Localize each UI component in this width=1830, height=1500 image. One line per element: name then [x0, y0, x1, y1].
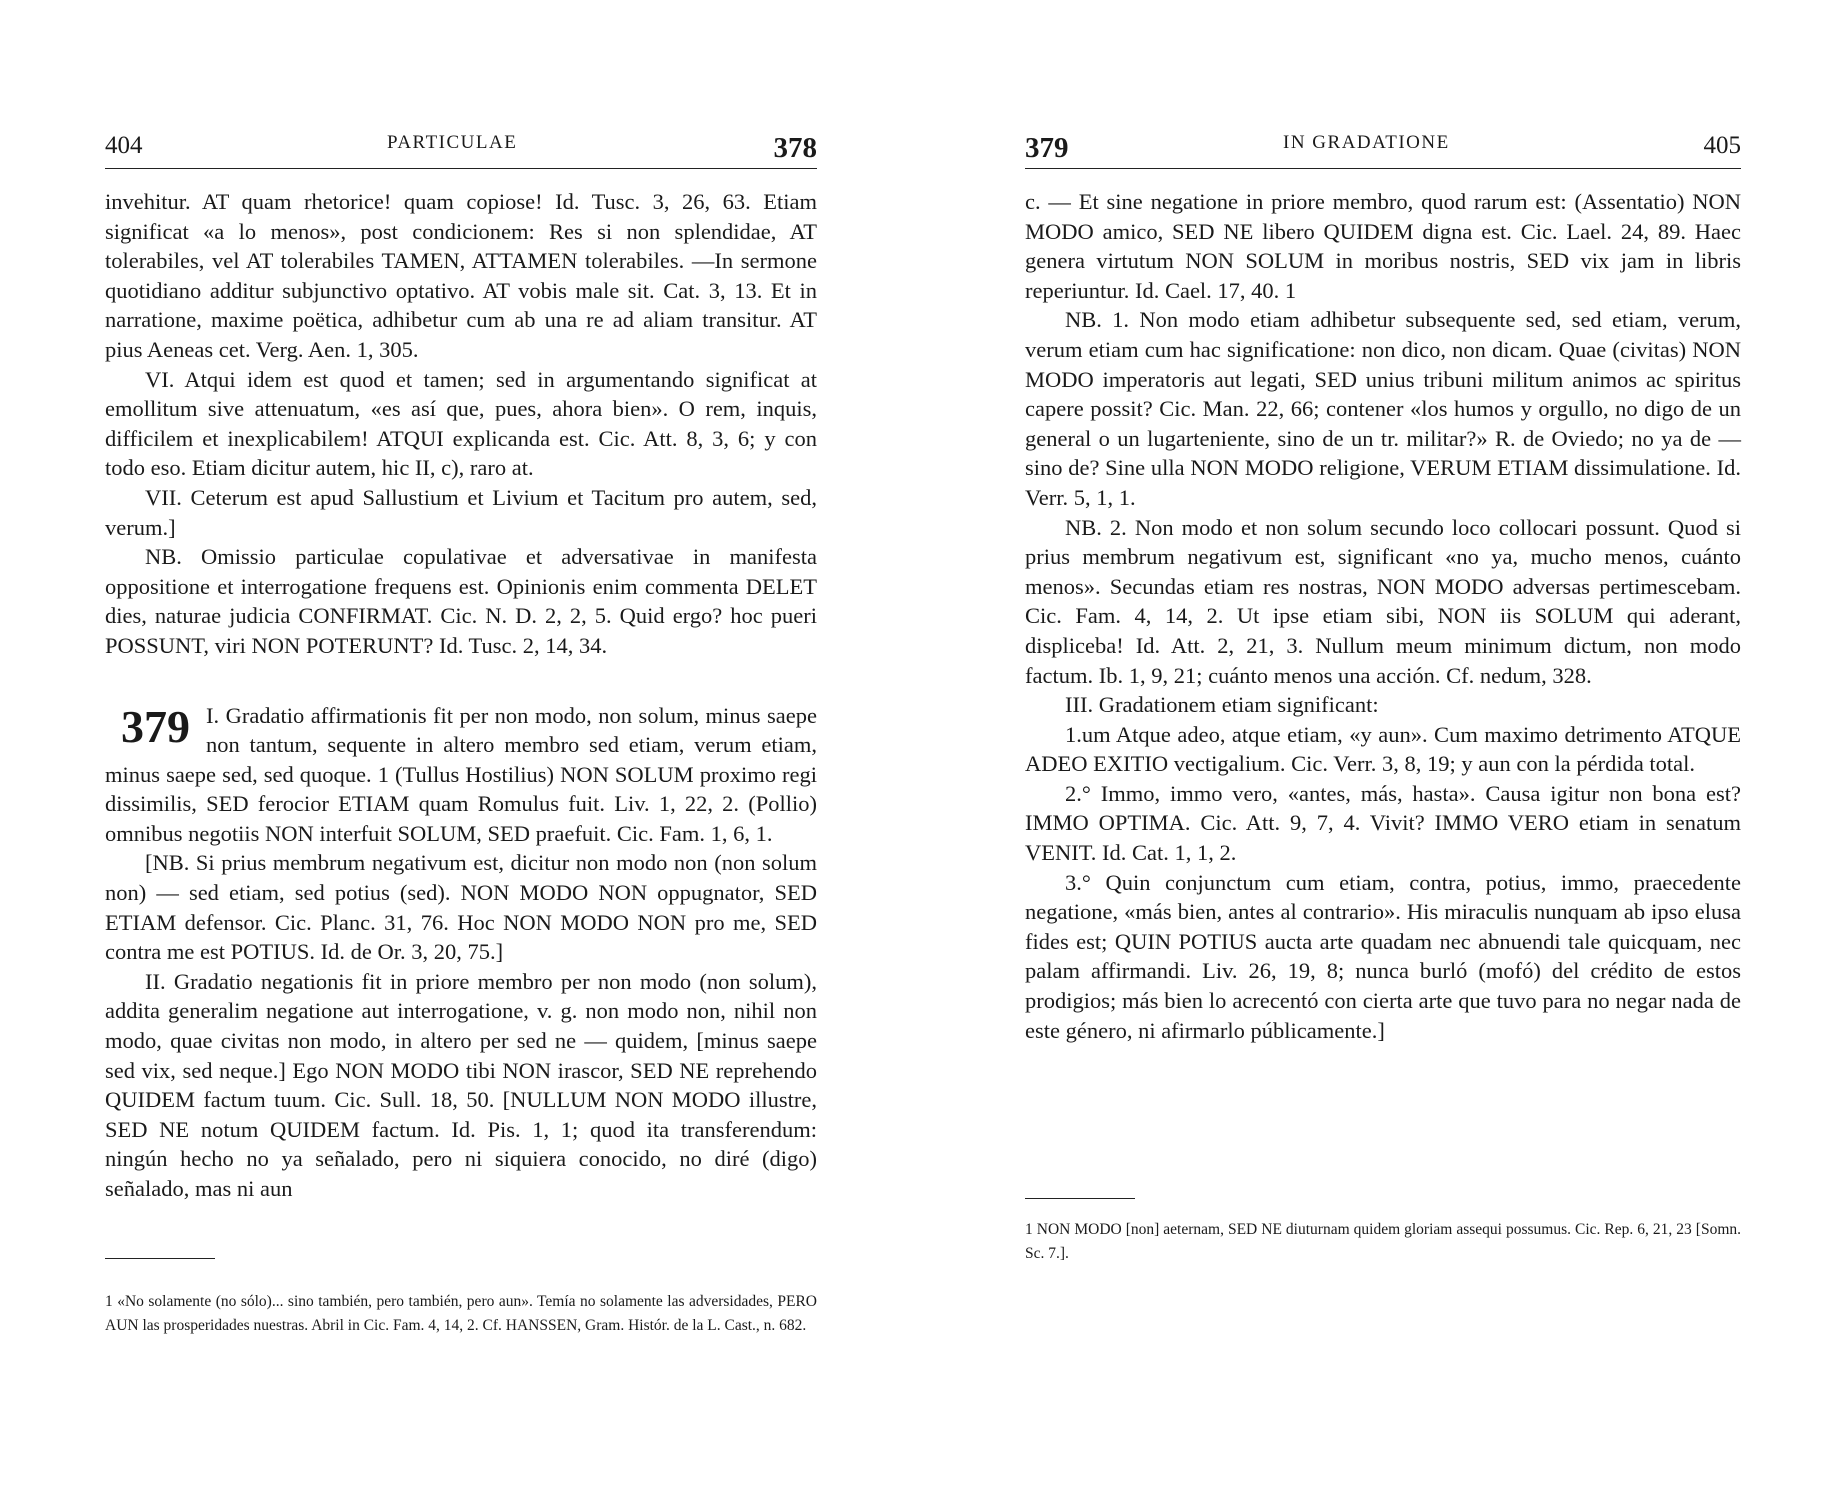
paragraph: 2.° Immo, immo vero, «antes, más, hasta». Causa igitur non bona est? IMMO OPTIMA. Cic. Att. 9, 7, 4. Vivit? IMMO VERO etiam in senatum VENIT. Id. Cat. 1, 1, 2. — [1025, 780, 1741, 866]
paragraph: II. Gradatio negationis fit in priore membro per non modo (non solum), addita generalim negatione aut interrogatione, v. g. non modo non, nihil non modo, quae civitas non modo, in altero per sed ne — quidem, [minus saepe sed vix, sed neque.] Ego NON MODO tibi NON irascor, SED NE reprehendo QUIDEM factum tuum. Cic. Sull. 18, 50. [NULLUM NON MODO illustre, SED NE notum QUIDEM factum. Id. Pis. 1, 1; quod ita transferendum: ningún hecho no ya señalado, pero ni siquiera conocido, no diré (digo) señalado, mas ni aun — [105, 968, 817, 1201]
page-number-right: 405 — [1703, 132, 1741, 159]
paragraph: 3.° Quin conjunctum cum etiam, contra, potius, immo, praecedente negatione, «más bien, antes al contrario». His miraculis nunquam ab ipso elusa fides est; QUIN POTIUS aucta arte quadam nec abnuendi tale quicquam, nec palam affirmandi. Liv. 26, 19, 8; nunca burló (mofó) del crédito de estos prodigios; más bien lo acrecentó con cierta arte que tuvo para no negar nada de este género, ni afirmarlo públicamente.] — [1025, 869, 1741, 1043]
running-title-right: IN GRADATIONE — [1283, 132, 1450, 153]
running-head-left — [105, 128, 817, 169]
paragraph: 1.um Atque adeo, atque etiam, «y aun». Cum maximo detrimento ATQUE ADEO EXITIO vectigalium. Cic. Verr. 3, 8, 19; y aun con la pérdida total. — [1025, 721, 1741, 777]
paragraph: NB. 1. Non modo etiam adhibetur subsequente sed, sed etiam, verum, verum etiam cum hac significatione: non dico, non dicam. Quae (civitas) NON MODO imperatoris aut legati, SED unius tribuni militum animos ac spiritus capere possit? Cic. Man. 22, 66; contener «los humos y orgullo, no digo de un general o un lugarteniente, sino de un tr. militar?» R. de Oviedo; no ya de — sino de? Sine ulla NON MODO religione, VERUM ETIAM dissimulatione. Id. Verr. 5, 1, 1. — [1025, 307, 1741, 510]
footnote-rule-left — [105, 1258, 215, 1259]
paragraph: VI. Atqui idem est quod et tamen; sed in argumentando significat at emollitum sive attenuatum, «es así que, pues, ahora bien». O rem, inquis, difficilem et inexplicabilem! ATQUI explicanda est. Cic. Att. 8, 3, 6; y con todo eso. Etiam dicitur autem, hic II, c), raro at. — [105, 366, 817, 481]
paragraph: NB. Omissio particulae copulativae et adversativae in manifesta oppositione et interrogatione frequens est. Opinionis enim commenta DELET dies, naturae judicia CONFIRMAT. Cic. N. D. 2, 2, 5. Quid ergo? hoc pueri POSSUNT, viri NON POTERUNT? Id. Tusc. 2, 14, 34. — [105, 544, 817, 658]
paragraph: invehitur. AT quam rhetorice! quam copiose! Id. Tusc. 3, 26, 63. Etiam significat «a lo menos», post condicionem: Res si non splendidae, AT tolerabiles, vel AT tolerabiles TAMEN, ATTAMEN tolerabiles. —In sermone quotidiano additur subjunctivo optativo. AT vobis male sit. Cat. 3, 13. Et in narratione, maxime poëtica, adhibetur cum ab una re ad aliam transitur. AT pius Aeneas cet. Verg. Aen. 1, 305. — [105, 189, 817, 362]
section-number: 379 — [121, 700, 190, 752]
footnote-right: 1 NON MODO [non] aeternam, SED NE diuturnam quidem gloriam assequi possumus. Cic. Rep. 6, 21, 23 [Somn. Sc. 7.]. — [1025, 1221, 1741, 1262]
left-page — [105, 128, 817, 1204]
section-marker-left: 378 — [773, 132, 817, 164]
paragraph: NB. 2. Non modo et non solum secundo loco collocari possunt. Quod si prius membrum negativum est, significant «no ya, mucho menos, cuánto menos». Secundas etiam res nostras, NON MODO adversas pertimescebam. Cic. Fam. 4, 14, 2. Ut ipse etiam sibi, NON iis SOLUM qui aderant, displiceba! Id. Att. 2, 21, 3. Nullum meum minimum dictum, non modo factum. Ib. 1, 9, 21; cuánto menos una acción. Cf. nedum, 328. — [1025, 514, 1741, 688]
right-page — [1025, 128, 1741, 1045]
section-marker-right: 379 — [1025, 132, 1069, 164]
page-number-left: 404 — [105, 132, 143, 159]
footnote-rule-right — [1025, 1198, 1135, 1199]
paragraph: I. Gradatio affirmationis fit per non modo, non solum, minus saepe non tantum, sequente in altero membro sed etiam, verum etiam, minus saepe sed, sed quoque. 1 (Tullus Hostilius) NON SOLUM proximo regi dissimilis, SED ferocior ETIAM quam Romulus fuit. Liv. 1, 22, 2. (Pollio) omnibus negotiis NON interfuit SOLUM, SED praefuit. Cic. Fam. 1, 6, 1. — [105, 702, 817, 846]
paragraph: III. Gradationem etiam significant: — [1065, 692, 1379, 718]
paragraph: [NB. Si prius membrum negativum est, dicitur non modo non (non solum non) — sed etiam, sed potius (sed). NON MODO NON oppugnator, SED ETIAM defensor. Cic. Planc. 31, 76. Hoc NON MODO NON pro me, SED contra me est POTIUS. Id. de Or. 3, 20, 75.] — [105, 850, 817, 965]
paragraph: c. — Et sine negatione in priore membro, quod rarum est: (Assentatio) NON MODO amico, SED NE libero QUIDEM digna est. Cic. Lael. 24, 89. Haec genera virtutum NON SOLUM in moribus nostris, SED vix jam in libris reperiuntur. Id. Cael. 17, 40. 1 — [1025, 189, 1741, 303]
running-head-right — [1025, 128, 1741, 169]
paragraph: VII. Ceterum est apud Sallustium et Livium et Tacitum pro autem, sed, verum.] — [105, 484, 817, 540]
footnote-left: 1 «No solamente (no sólo)... sino también, pero también, pero aun». Temía no solamente las adversidades, PERO AUN las prosperidades nuestras. Abril in Cic. Fam. 4, 14, 2. Cf. HANSSEN, Gram. Histór. de la L. Cast., n. 682. — [105, 1293, 817, 1334]
running-title-left: PARTICULAE — [387, 132, 518, 153]
